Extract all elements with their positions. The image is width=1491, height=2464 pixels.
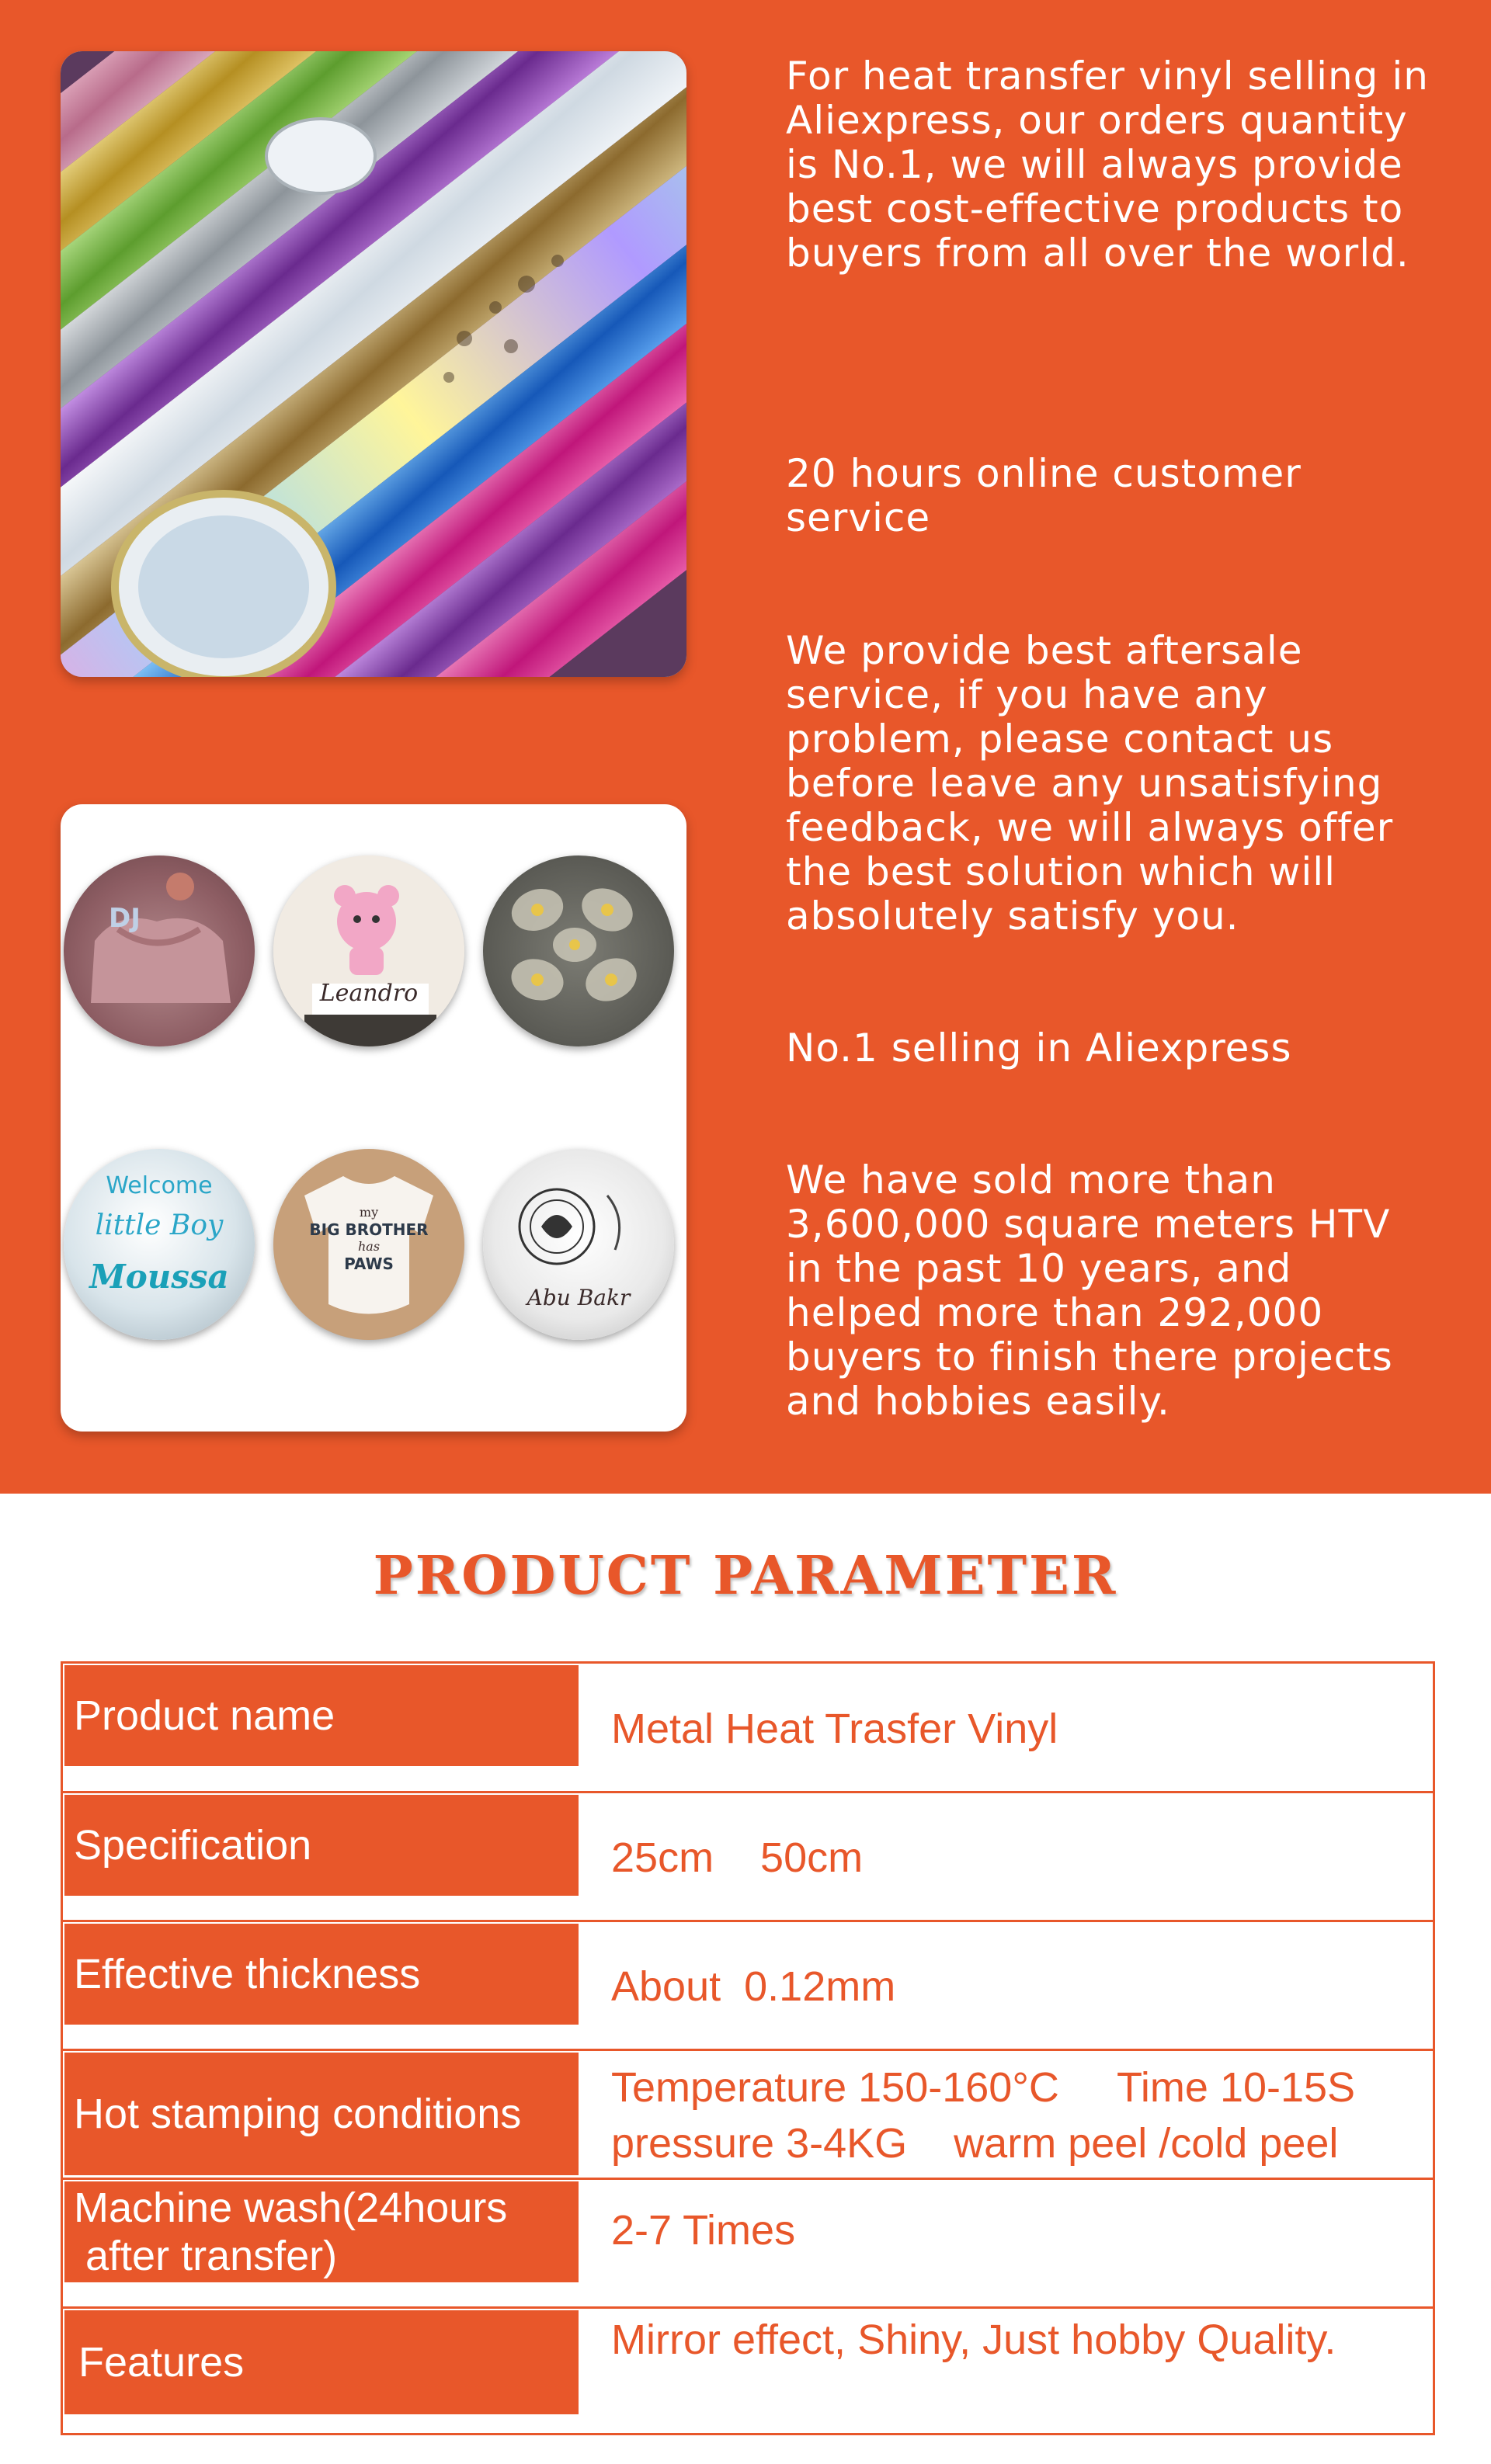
product-image-card [61,51,686,677]
bodysuit-text-line2: BIG BROTHER [309,1220,429,1239]
selling-point-1: For heat transfer vinyl selling in Aliexpress, our orders quantity is No.1, we will always provide best cost-effective products to buyers from all over the world. [786,54,1429,276]
row-value: About 0.12mm [611,1963,896,2010]
selling-point-4: No.1 selling in Aliexpress [786,1026,1292,1071]
row-value: 2-7 Times [611,2207,796,2254]
table-row [63,2051,1433,2180]
table-row [63,1793,1433,1922]
bodysuit-text-line4: PAWS [344,1255,394,1273]
bear-print-application-thumb [273,855,464,1046]
table-row [63,1664,1433,1793]
vinyl-rolls-image [61,51,686,677]
balloon-application-thumb [64,1149,255,1340]
arabic-shirt-application-thumb [483,1149,674,1340]
cutout-patches-application-thumb [483,855,674,1046]
row-label: Specification [64,1795,579,1896]
balloon-text-line3: Moussa [89,1258,229,1296]
svg-text:DJ: DJ [109,903,141,934]
selling-point-2: 20 hours online customer service [786,451,1302,540]
row-value: 25cm 50cm [611,1834,864,1881]
selling-point-3: We provide best aftersale service, if you have any problem, please contact us before leave any unsatisfying feedback, we will always offer the best solution which will absolutely satisfy you. [786,628,1394,939]
parameter-table [61,1661,1435,2435]
balloon-text-line2: little Boy [95,1209,224,1241]
row-value: Mirror effect, Shiny, Just hobby Quality. [611,2317,1336,2363]
row-label: Machine wash(24hours after transfer) [64,2181,579,2282]
table-row [63,2309,1433,2433]
row-label: Features [64,2310,579,2414]
arabic-shirt-name: Abu Bakr [527,1285,631,1310]
bodysuit-text-line1: my [359,1205,379,1220]
row-label: Product name [64,1665,579,1766]
bodysuit-application-thumb [273,1149,464,1340]
row-value: Metal Heat Trasfer Vinyl [611,1705,1058,1752]
application-examples-card [61,804,686,1432]
bodysuit-text-line3: has [357,1239,381,1254]
balloon-text-line1: Welcome [106,1172,213,1199]
section-title: PRODUCT PARAMETER [373,1545,1118,1607]
row-label: Hot stamping conditions [64,2053,579,2175]
row-label: Effective thickness [64,1924,579,2025]
selling-point-5: We have sold more than 3,600,000 square meters HTV in the past 10 years, and helped more than 292,000 buyers to finish there projects and hobbies easily. [786,1157,1393,1424]
bear-print-name: Leandro [319,980,419,1007]
table-row [63,2180,1433,2309]
table-row [63,1922,1433,2051]
row-value: Temperature 150-160°C Time 10-15S pressure 3-4KG warm peel /cold peel [611,2064,1356,2167]
hoodie-application-thumb [64,855,255,1046]
